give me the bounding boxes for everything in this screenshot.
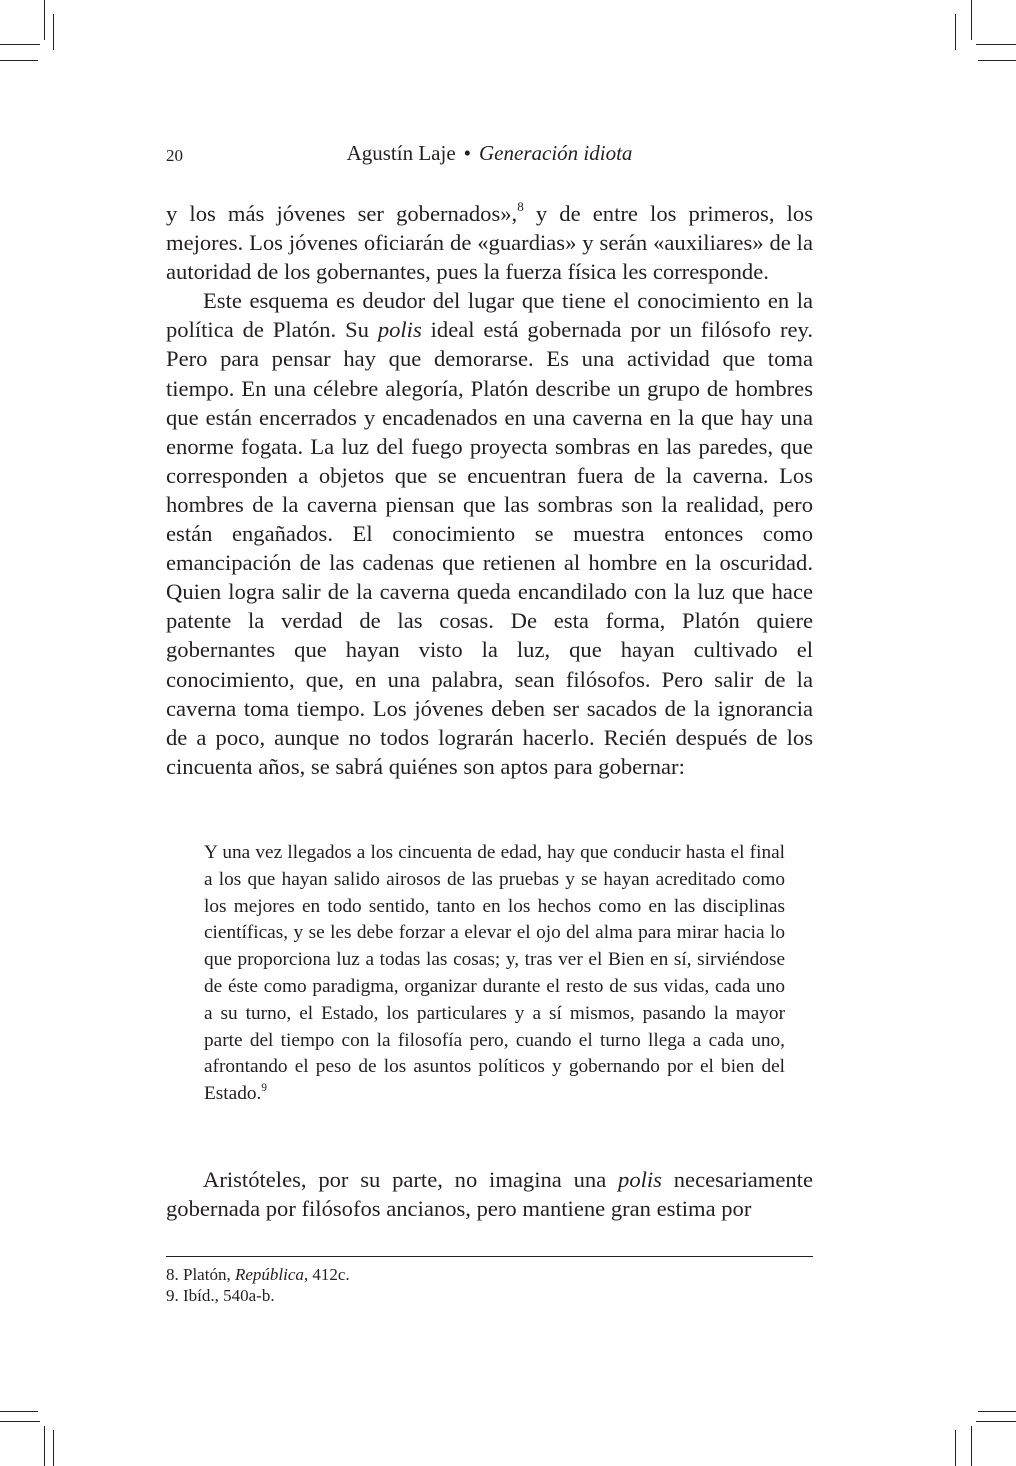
- footnote-ref: 9: [261, 1081, 267, 1094]
- footnote: [166, 1285, 813, 1306]
- author-name: Agustín Laje: [346, 141, 456, 165]
- text-span: ideal está gobernada por un filósofo rey. Pero para pensar hay que demorarse. Es una actividad que toma tiempo. En una célebre alegoría, Platón describe un grupo de hombres que están encerrados y encadenados en una caverna en la que hay una enorme fogata. La luz del fuego proyecta sombras en las paredes, que corresponden a objetos que se encuentran fuera de la caverna. Los hombres de la caverna piensan que las sombras son la realidad, pero están engañados. El conocimiento se muestra entonces como emancipación de las cadenas que retienen al hombre en la oscuridad. Quien logra salir de la caverna queda encandilado con la luz que hace patente la verdad de las cosas. De esta forma, Platón quiere gobernantes que hayan visto la luz, que hayan cultivado el conocimiento, que, en una palabra, sean filósofos. Pero salir de la caverna toma tiempo. Los jóvenes deben ser sacados de la ignorancia de a poco, aunque no todos lograrán hacerlo. Recién después de los cincuenta años, se sabrá quiénes son aptos para gobernar:: [166, 317, 813, 779]
- text-span: Platón,: [183, 1265, 235, 1284]
- crop-mark: [53, 1430, 54, 1466]
- body-text: [166, 199, 813, 781]
- text-span: Ibíd., 540a-b.: [183, 1286, 275, 1305]
- text-span: , 412c.: [303, 1265, 350, 1284]
- crop-mark: [44, 1426, 45, 1466]
- crop-mark: [955, 1430, 956, 1466]
- crop-mark: [0, 1411, 38, 1412]
- paragraph: [166, 286, 813, 781]
- crop-mark: [978, 60, 1016, 61]
- page-header: [166, 141, 813, 171]
- block-quote: [204, 840, 785, 1108]
- text-span: y de entre los primeros, los mejores. Los jóvenes oficiarán de «guardias» y serán «auxiliares» de la autoridad de los gobernantes, pues la fuerza física les corresponde.: [166, 201, 813, 285]
- text-span: necesariamente gobernada por filósofos ancianos, pero mantiene gran estima por: [166, 1167, 813, 1222]
- book-title: Generación idiota: [479, 141, 633, 165]
- crop-mark: [971, 0, 972, 40]
- bullet-separator: •: [463, 141, 472, 165]
- crop-mark: [0, 44, 40, 45]
- footnote: [166, 1264, 813, 1285]
- crop-mark: [53, 14, 54, 50]
- footnotes: [166, 1264, 813, 1306]
- paragraph: [166, 1165, 813, 1223]
- text-span: y los más jóvenes ser gobernados»,: [166, 201, 518, 226]
- crop-mark: [978, 1411, 1016, 1412]
- footnote-number: 9.: [166, 1286, 179, 1305]
- crop-mark: [44, 0, 45, 40]
- footnote-divider: [166, 1256, 813, 1257]
- paragraph: [166, 199, 813, 286]
- italic-term: polis: [377, 317, 422, 343]
- page-number: 20: [166, 146, 183, 165]
- footnote-number: 8.: [166, 1265, 179, 1284]
- italic-term: polis: [618, 1167, 662, 1192]
- text-span: Este esquema es deudor del lugar que tiene el conocimiento en la política de Platón. Su: [166, 288, 813, 343]
- crop-mark: [976, 44, 1016, 45]
- body-text-continued: [166, 1165, 813, 1223]
- crop-mark: [971, 1426, 972, 1466]
- footnote-ref: 8: [517, 199, 524, 215]
- crop-mark: [0, 60, 38, 61]
- crop-mark: [976, 1421, 1016, 1422]
- italic-title: República: [234, 1265, 304, 1284]
- quote-text: Y una vez llegados a los cincuenta de edad, hay que conducir hasta el final a los que hayan salido airosos de las pruebas y se hayan acreditado como los mejores en todo sentido, tanto en los hechos como en las disciplinas científicas, y se les debe forzar a elevar el ojo del alma para mirar hacia lo que proporciona luz a todas las cosas; y, tras ver el Bien en sí, sirviéndose de éste como paradigma, organizar durante el resto de sus vidas, cada uno a su turno, el Estado, los particulares y a sí mismos, pasando la mayor parte del tiempo con la filosofía pero, cuando el turno llega a cada uno, afrontando el peso de los asuntos políticos y gobernando por el bien del Estado.: [204, 842, 785, 1105]
- text-span: Aristóteles, por su parte, no imagina una: [203, 1167, 619, 1192]
- crop-mark: [955, 14, 956, 50]
- running-head: [166, 141, 813, 166]
- crop-mark: [0, 1421, 40, 1422]
